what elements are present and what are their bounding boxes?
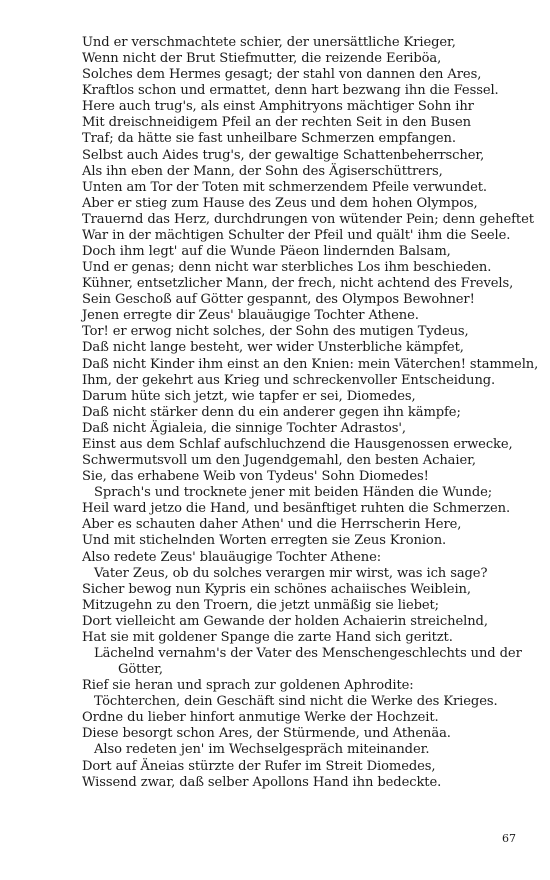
verse-line: Daß nicht lange besteht, wer wider Unsterbliche kämpfet,	[82, 340, 464, 356]
verse-line: Als ihn eben der Mann, der Sohn des Ägiserschüttrers,	[82, 163, 443, 179]
verse-line: Und mit stichelnden Worten erregten sie Zeus Kronion.	[82, 533, 447, 549]
verse-line: Diese besorgt schon Ares, der Stürmende, und Athenäa.	[82, 726, 451, 742]
verse-line: Tor! er erwog nicht solches, der Sohn des mutigen Tydeus,	[82, 324, 469, 340]
verse-line: Ordne du lieber hinfort anmutige Werke der Hochzeit.	[82, 710, 439, 726]
verse-line: Selbst auch Aides trug's, der gewaltige Schattenbeherrscher,	[82, 147, 485, 163]
verse-line: Aber er stieg zum Hause des Zeus und dem hohen Olympos,	[82, 195, 478, 211]
verse-line: Einst aus dem Schlaf aufschluchzend die Hausgenossen erwecke,	[82, 436, 513, 452]
verse-line: Hat sie mit goldener Spange die zarte Hand sich geritzt.	[82, 629, 453, 645]
verse-line: Mitzugehn zu den Troern, die jetzt unmäßig sie liebet;	[82, 597, 439, 613]
verse-line: Daß nicht Kinder ihm einst an den Knien: mein Väterchen! stammeln,	[82, 356, 539, 372]
verse-line: Traf; da hätte sie fast unheilbare Schmerzen empfangen.	[82, 131, 456, 147]
verse-line: Aber es schauten daher Athen' und die Herrscherin Here,	[82, 517, 462, 533]
verse-line: Wissend zwar, daß selber Apollons Hand ihn bedeckte.	[82, 774, 442, 790]
verse-line: Also redete Zeus' blauäugige Tochter Athene:	[82, 549, 382, 565]
verse-line: Kühner, entsetzlicher Mann, der frech, nicht achtend des Frevels,	[82, 276, 514, 292]
verse-line: Und er genas; denn nicht war sterbliches Los ihm beschieden.	[82, 260, 492, 276]
verse-text-block	[82, 35, 539, 791]
verse-line: Sie, das erhabene Weib von Tydeus' Sohn Diomedes!	[82, 469, 429, 485]
verse-line: Heil ward jetzo die Hand, und besänftiget ruhten die Schmerzen.	[82, 501, 511, 517]
verse-line: Und er verschmachtete schier, der unersättliche Krieger,	[82, 35, 456, 50]
verse-line: Jenen erregte dir Zeus' blauäugige Tochter Athene.	[82, 308, 419, 324]
verse-line: Solches dem Hermes gesagt; der stahl von dannen den Ares,	[82, 67, 482, 83]
verse-line: Daß nicht Ägialeia, die sinnige Tochter Adrastos',	[82, 420, 406, 436]
verse-line: War in der mächtigen Schulter der Pfeil und quält' ihm die Seele.	[82, 227, 511, 243]
verse-line: Daß nicht stärker denn du ein anderer gegen ihn kämpfe;	[82, 404, 461, 420]
verse-line: Also redeten jen' im Wechselgespräch miteinander.	[94, 742, 430, 758]
verse-line: Sicher bewog nun Kypris ein schönes achaiisches Weiblein,	[82, 581, 471, 597]
verse-line: Sprach's und trocknete jener mit beiden Händen die Wunde;	[94, 485, 493, 501]
verse-line: Sein Geschoß auf Götter gespannt, des Olympos Bewohner!	[82, 292, 475, 308]
verse-line: Lächelnd vernahm's der Vater des Menschengeschlechts und der	[94, 645, 522, 661]
verse-line: Wenn nicht der Brut Stiefmutter, die reizende Eeriböa,	[82, 51, 442, 67]
verse-line: Trauernd das Herz, durchdrungen von wütender Pein; denn geheftet	[82, 211, 534, 227]
page-number: 67	[502, 832, 516, 845]
verse-line: Vater Zeus, ob du solches verargen mir wirst, was ich sage?	[94, 565, 488, 581]
verse-line: Here auch trug's, als einst Amphitryons mächtiger Sohn ihr	[82, 99, 474, 115]
verse-line: Unten am Tor der Toten mit schmerzendem Pfeile verwundet.	[82, 179, 487, 195]
verse-line: Ihm, der gekehrt aus Krieg und schreckenvoller Entscheidung.	[82, 372, 496, 388]
verse-line: Mit dreischneidigem Pfeil an der rechten Seit in den Busen	[82, 115, 472, 131]
verse-line: Darum hüte sich jetzt, wie tapfer er sei, Diomedes,	[82, 388, 416, 404]
verse-line: Dort auf Äneias stürzte der Rufer im Streit Diomedes,	[82, 758, 436, 774]
verse-line: Schwermutsvoll um den Jugendgemahl, den besten Achaier,	[82, 453, 476, 469]
verse-line: Dort vielleicht am Gewande der holden Achaierin streichelnd,	[82, 613, 488, 629]
verse-line: Rief sie heran und sprach zur goldenen Aphrodite:	[82, 678, 414, 694]
verse-line: Kraftlos schon und ermattet, denn hart bezwang ihn die Fessel.	[82, 83, 499, 99]
verse-line: Doch ihm legt' auf die Wunde Päeon lindernden Balsam,	[82, 244, 451, 260]
verse-line: Götter,	[118, 662, 163, 678]
verse-line: Töchterchen, dein Geschäft sind nicht die Werke des Krieges.	[94, 694, 498, 710]
